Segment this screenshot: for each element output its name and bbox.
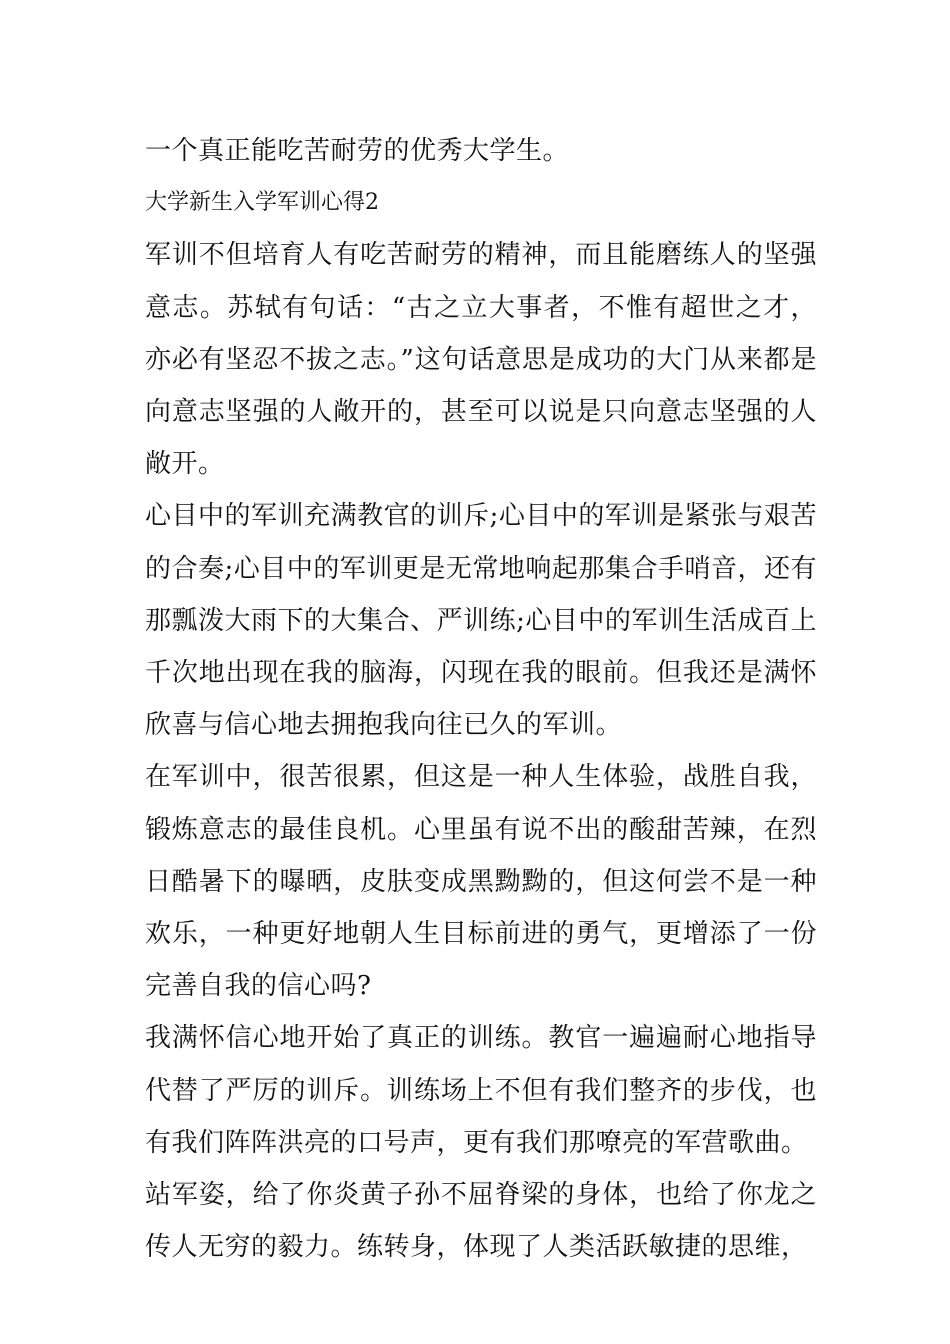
paragraph-closing-line: 一个真正能吃苦耐劳的优秀大学生。 <box>145 136 570 166</box>
document-body <box>145 125 817 1273</box>
section-heading: 大学新生入学军训心得2 <box>145 190 379 216</box>
paragraph-posture: 站军姿，给了你炎黄子孙不屈脊梁的身体，也给了你龙之传人无穷的毅力。练转身，体现了人类活跃敏捷的思维， <box>145 1180 817 1263</box>
paragraph-training: 我满怀信心地开始了真正的训练。教官一遍遍耐心地指导代替了严厉的训斥。训练场上不但有我们整齐的步伐，也有我们阵阵洪亮的口号声，更有我们那嘹亮的军营歌曲。 <box>145 1023 817 1158</box>
paragraph-hardship: 在军训中，很苦很累，但这是一种人生体验，战胜自我，锻炼意志的最佳良机。心里虽有说不出的酸甜苦辣，在烈日酷暑下的曝晒，皮肤变成黑黝黝的，但这何尝不是一种欢乐，一种更好地朝人生目标前进的勇气，更增添了一份完善自我的信心吗? <box>145 762 817 1002</box>
paragraph-expectations: 心目中的军训充满教官的训斥;心目中的军训是紧张与艰苦的合奏;心目中的军训更是无常地响起那集合手哨音，还有那瓢泼大雨下的大集合、严训练;心目中的军训生活成百上千次地出现在我的脑海，闪现在我的眼前。但我还是满怀欣喜与信心地去拥抱我向往已久的军训。 <box>145 501 817 741</box>
paragraph-willpower: 军训不但培育人有吃苦耐劳的精神，而且能磨练人的坚强意志。苏轼有句话：“古之立大事者，不惟有超世之才，亦必有坚忍不拔之志。”这句话意思是成功的大门从来都是向意志坚强的人敞开的，甚至可以说是只向意志坚强的人敞开。 <box>145 240 817 480</box>
